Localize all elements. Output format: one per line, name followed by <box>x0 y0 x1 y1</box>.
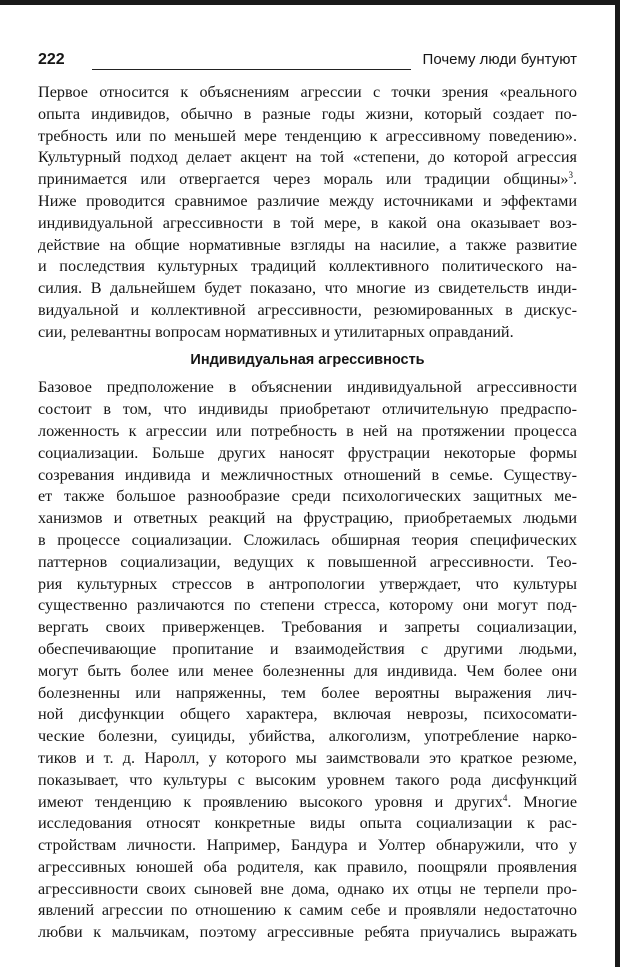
text-line: социализации. Больше других наносят фрустрации некоторые формы <box>38 443 577 462</box>
text-line: ческие болезни, суициды, убийства, алкоголизм, употребление нарко- <box>38 727 577 746</box>
running-title: Почему люди бунтуют <box>422 51 577 68</box>
text-line: созревания индивида и межличностных отношений в семье. Существу- <box>38 465 577 484</box>
text-line: требность или по меньшей мере тенденцию к агрессивному поведению». <box>38 126 577 145</box>
text-line: ет также большое разнообразие среди психологических защитных ме- <box>38 487 577 506</box>
text-line: Базовое предположение в объяснении индивидуальной агрессивности <box>38 378 577 397</box>
text-line: могут быть более или менее болезненны для индивида. Чем более они <box>38 661 577 680</box>
text-line-main: имеют тенденцию к проявлению высокого уровня и других <box>38 792 503 811</box>
text-line: ной дисфункции общего характера, включая неврозы, психосомати- <box>38 705 577 724</box>
text-line: сии, релевантны вопросам нормативных и утилитарных оправданий. <box>38 322 514 341</box>
text-line: принимается или отвергается через мораль или традиции общины»$^3$. <box>38 170 577 189</box>
text-line: опыта индивидов, обычно в разные годы жизни, который создает по- <box>38 104 577 123</box>
text-line: видуальной и коллективной агрессивности, резюмированных в дискус- <box>38 300 577 319</box>
text-line: ханизмов и ответных реакций на фрустрацию, приобретаемых людьми <box>38 509 577 528</box>
text-line: рия культурных стрессов в антропологии утверждает, что культуры <box>38 574 577 593</box>
footnote-ref-3: 3 <box>568 170 573 181</box>
text-line: исследования относят конкретные виды опыта социализации к рас- <box>38 814 577 833</box>
text-line: явлений агрессии по отношению к самим себе и проявляли недостаточно <box>38 901 577 920</box>
text-line: в процессе социализации. Сложилась обширная теория специфических <box>38 530 577 549</box>
text-line: индивидуальной агрессивности в той мере, в какой она оказывает воз- <box>38 213 577 232</box>
page-body <box>38 82 577 944</box>
right-border <box>615 0 620 967</box>
text-line: Культурный подход делает акцент на той «степени, до которой агрессия <box>38 148 577 167</box>
footnote-ref-4: 4 <box>502 792 508 803</box>
text-line: существенно различаются по степени стресса, которому они могут под- <box>38 596 577 615</box>
text-line <box>38 792 577 814</box>
text-line: Первое относится к объяснениям агрессии с точки зрения «реального <box>38 83 577 101</box>
text-line: показывает, что культуры с высоким уровнем такого рода дисфункций <box>38 770 577 789</box>
text-line: и последствия культурных традиций коллективного политического на- <box>38 257 577 276</box>
text-line: паттернов социализации, ведущих к повышенной агрессивности. Тео- <box>38 552 577 571</box>
text-line: тиков и т. д. Наролл, у которого мы заимствовали это краткое резюме, <box>38 748 577 767</box>
text-line: любви к мальчикам, поэтому агрессивные ребята приучались выражать <box>38 923 577 942</box>
text-line: болезненны или напряженны, тем более вероятны выражения лич- <box>38 683 577 702</box>
header-rule <box>92 69 411 70</box>
text-line: обеспечивающие пропитание и взаимодействия с другими людьми, <box>38 639 577 658</box>
top-border <box>0 0 620 5</box>
text-line: стройствам личности. Например, Бандура и Уолтер обнаружили, что у <box>38 836 577 855</box>
paragraph-2 <box>38 377 577 944</box>
text-line: состоит в том, что индивиды приобретают отличительную предраспо- <box>38 400 577 419</box>
paragraph-1 <box>38 82 577 344</box>
text-line: Ниже проводится сравнимое различие между источниками и эффектами <box>38 191 577 210</box>
page-header <box>38 50 577 74</box>
text-line: ложенность к агрессии или потребность в ней на протяжении процесса <box>38 421 577 440</box>
text-line-main: принимается или отвергается через мораль или традиции общины» <box>38 170 569 189</box>
page-number: 222 <box>38 51 65 68</box>
section-heading: Индивидуальная агрессивность <box>190 351 425 368</box>
text-line: вергать своих приверженцев. Требования и запреты социализации, <box>38 618 577 637</box>
text-line: агрессивности своих сыновей вне дома, однако их отцы не терпели про- <box>38 879 577 898</box>
text-line: силия. В дальнейшем будет показано, что многие из свидетельств инди- <box>38 279 577 298</box>
text-line: агрессивных юношей оба родителя, как правило, поощряли проявления <box>38 857 577 876</box>
text-line-tail: . Многие <box>507 792 578 811</box>
text-line: действие на общие нормативные взгляды на насилие, а также развитие <box>38 235 577 254</box>
